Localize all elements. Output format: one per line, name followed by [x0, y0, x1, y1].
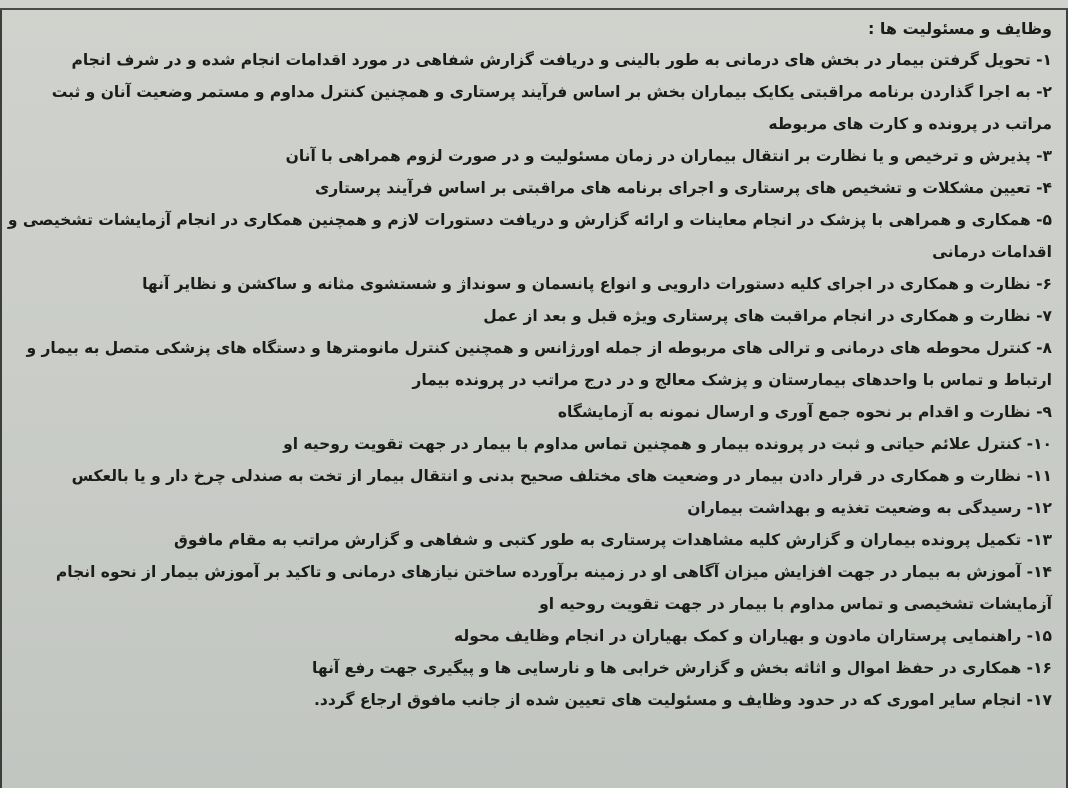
duty-item: ۱۲- رسیدگی به وضعیت تغذیه و بهداشت بیماران	[687, 499, 1052, 517]
duty-item: ۱۰- کنترل علائم حیاتی و ثبت در پرونده بیمار و همچنین تماس مداوم با بیمار در جهت تقویت روحیه او	[283, 435, 1052, 453]
duty-item: ۵- همکاری و همراهی با پزشک در انجام معاینات و ارائه گزارش و دریافت دستورات لازم و همچنین همکاری در انجام آزمایشات تشخیصی و اقدامات درمانی	[7, 211, 1052, 261]
duty-item: ۴- تعیین مشکلات و تشخیص های پرستاری و اجرای برنامه های مراقبتی بر اساس فرآیند پرستاری	[315, 179, 1052, 197]
duties-section	[6, 14, 1052, 716]
duty-item: ۹- نظارت و اقدام بر نحوه جمع آوری و ارسال نمونه به آزمایشگاه	[557, 403, 1052, 421]
duty-item: ۷- نظارت و همکاری در انجام مراقبت های پرستاری ویژه قبل و بعد از عمل	[483, 307, 1052, 325]
duty-item: ۱۴- آموزش به بیمار در جهت افزایش میزان آگاهی او در زمینه برآورده ساختن نیازهای درمانی و تاکید بر آموزش بیمار از نحوه انجام آزمایشات تشخیصی و تماس مداوم با بیمار در جهت تقویت روحیه او	[55, 563, 1052, 613]
section-heading: وظایف و مسئولیت ها :	[867, 19, 1052, 38]
duty-item: ۱۵- راهنمایی پرستاران مادون و بهیاران و کمک بهیاران در انجام وظایف محوله	[454, 627, 1052, 645]
duty-item: ۱- تحویل گرفتن بیمار در بخش های درمانی به طور بالینی و دریافت گزارش شفاهی در مورد اقدامات انجام شده و در شرف انجام	[71, 51, 1052, 69]
duty-item: ۱۷- انجام سایر اموری که در حدود وظایف و مسئولیت های تعیین شده از جانب مافوق ارجاع گردد.	[314, 691, 1052, 709]
duty-item: ۱۱- نظارت و همکاری در قرار دادن بیمار در وضعیت های مختلف صحیح بدنی و انتقال بیمار از تخت به صندلی چرخ دار و یا بالعکس	[71, 467, 1052, 485]
duty-item: ۱۳- تکمیل پرونده بیماران و گزارش کلیه مشاهدات پرستاری به طور کتبی و شفاهی و گزارش مراتب به مقام مافوق	[174, 531, 1052, 549]
duty-item: ۱۶- همکاری در حفظ اموال و اثاثه بخش و گزارش خرابی ها و نارسایی ها و پیگیری جهت رفع آنها	[312, 659, 1052, 677]
duties-list	[6, 44, 1052, 716]
duty-item: ۶- نظارت و همکاری در اجرای کلیه دستورات دارویی و انواع پانسمان و سونداژ و شستشوی مثانه و ساکشن و نظایر آنها	[142, 275, 1052, 293]
duty-item: ۳- پذیرش و ترخیص و یا نظارت بر انتقال بیماران در زمان مسئولیت و در صورت لزوم همراهی با آنان	[285, 147, 1052, 165]
duty-item: ۲- به اجرا گذاردن برنامه مراقبتی یکایک بیماران بخش بر اساس فرآیند پرستاری و همچنین کنترل مداوم و مستمر وضعیت آنان و ثبت مراتب در پرونده و کارت های مربوطه	[51, 83, 1052, 133]
duty-item: ۸- کنترل محوطه های درمانی و ترالی های مربوطه از جمله اورژانس و همچنین کنترل مانومترها و دستگاه های پزشکی متصل به بیمار و ارتباط و تماس با واحدهای بیمارستان و پزشک معالج و در درج مراتب در پرونده بیمار	[26, 339, 1052, 389]
